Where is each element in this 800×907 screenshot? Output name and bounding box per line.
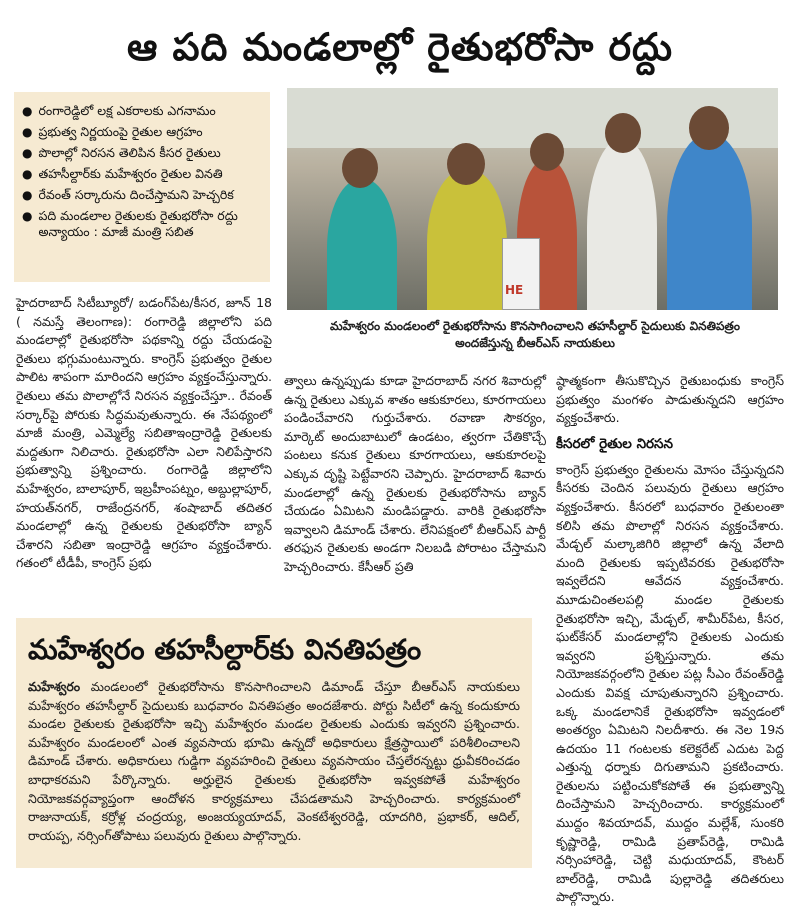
article-column-1: హైదరాబాద్ సిటీబ్యూరో/ బడంగ్‌పేట/కీసర, జూన్ 18 ( నమస్తే తెలంగాణ): రంగారెడ్డి జిల్లాలోని పది మండలాల్లో రైతుభరోసా పథకాన్ని రద్దు చేయడంపై రైతులు భగ్గుమంటున్నారు. కాంగ్రెస్ ప్రభుత్వం రైతుల పాలిట శాపంగా మారిందని ఆగ్రహం వ్యక్తంచేస్తున్నారు. రైతులు తమ పొలాల్లోనే నిరసన వ్యక్తంచేస్తూ.. రేవంత్ సర్కార్‌పై పోరుకు సిద్ధమవుతున్నారు. ఈ నేపథ్యంలో మాజీ మంత్రి, ఎమ్మెల్యే సబితాఇంద్రారెడ్డి రైతులకు మద్దతుగా నిలిచారు. రైతుభరోసా ఎలా నిలిపేస్తారని ప్రభుత్వాన్ని ప్రశ్నించారు. రంగారెడ్డి జిల్లాలోని మహేశ్వరం, బాలాపూర్, ఇబ్రహీంపట్నం, అబ్దుల్లాపూర్, హయత్‌నగర్, రాజేంద్రనగర్, శంషాబాద్ తదితర మండలాల్లో ఉన్న రైతులకు రైతుభరోసా బ్యాన్ చేశారని సబితా ఇంద్రారెడ్డి ఆగ్రహం వ్యక్తంచేశారు. గతంలో టీడీపీ, కాంగ్రెస్ ప్రభు [16,295,272,571]
bullet-icon: ● [22,146,33,160]
sidebar-story-title: మహేశ్వరం తహసీల్దార్‌కు వినతిపత్రం [28,633,422,666]
article-column-3 [556,372,784,907]
highlight-item: ● పది మండలాల రైతులకు రైతుభరోసా రద్దు అన్యాయం : మాజీ మంత్రి సబిత [22,208,238,239]
sidebar-story-text [28,678,520,845]
bullet-icon: ● [22,188,33,202]
article-column-2: త్వాలు ఉన్నప్పుడు కూడా హైదరాబాద్ నగర శివారుల్లో ఉన్న రైతులు ఎక్కువ శాతం ఆకుకూరలు, కూరగాయలు పండించేవారని గుర్తుచేశారు. రవాణా సౌకర్యం, మార్కెట్ అందుబాటులో ఉండటం, త్వరగా చేతికొచ్చే పంటలు కనుక రైతులు కూరగాయలు, ఆకుకూరలపై ఎక్కువ దృష్టి పెట్టేవారని చెప్పారు. హైదరాబాద్ శివారు మండలాల్లో ఉన్న రైతులకు రైతుభరోసాను బ్యాన్ చేయడం ఏమిటని మండిపడ్డారు. వారికి రైతుభరోసా ఇవ్వాలని డిమాండ్ చేశారు. లేనిపక్షంలో బీఆర్‌ఎస్ పార్టీ తరఫున రైతులకు అండగా నిలబడి పోరాటం చేస్తామని హెచ్చరించారు. కేసీఆర్ ప్రతి [284,373,546,574]
highlight-item: ● తహసీల్దార్‌కు మహేశ్వరం రైతుల వినతి [22,166,223,181]
highlight-item: ● రంగారెడ్డిలో లక్ష ఎకరాలకు ఎగనామం [22,103,216,118]
column-3-body: కాంగ్రెస్ ప్రభుత్వం రైతులను మోసం చేస్తున్నదని కీసరకు చెందిన పలువురు రైతులు ఆగ్రహం వ్యక్తంచేశారు. కీసరలో బుధవారం రైతులంతా కలిసి తమ పొలాల్లో నిరసన వ్యక్తంచేశారు. మేడ్చల్ మల్కాజిగిరి జిల్లాలో ఉన్న వేలాది మంది రైతులకు ఇప్పటివరకు రైతుభరోసా ఇవ్వలేదని ఆవేదన వ్యక్తంచేశారు. మూడుచింతలపల్లి మండల రైతులకు రైతుభరోసా ఇచ్చి, మేడ్చల్, శామీర్‌పేట, కీసర, ఘట్‌కేసర్ మండలాల్లోని రైతులకు ఎందుకు ఇవ్వరని ప్రశ్నిస్తున్నారు. తమ నియోజకవర్గంలోని రైతుల పట్ల సీఎం రేవంత్‌రెడ్డి ఎందుకు వివక్ష చూపుతున్నారని ప్రశ్నించారు. ఒక్క మండలానికే రైతుభరోసా ఇవ్వడంలో అంతర్యం ఏమిటని నిలదీశారు. ఈ నెల 19న ఉదయం 11 గంటలకు కలెక్టరేట్ ఎదుట పెద్ద ఎత్తున్న ధర్నాకు దిగుతామని ప్రకటించారు. రైతులను పట్టించుకోకపోతే ఈ ప్రభుత్వాన్ని దించేస్తామని హెచ్చరించారు. కార్యక్రమంలో ముద్దం శివయాదవ్, ముద్దం మల్లేశ్, సుంకరి కృష్ణారెడ్డి, రామిడి ప్రతాప్‌రెడ్డి, రామిడి నర్సింహారెడ్డి, చెట్టి మధుయాదవ్, కౌంటర్ బాల్‌రెడ్డి, రామిడి పుల్లారెడ్డి తదితరులు పాల్గొన్నారు. [556,461,784,905]
bullet-icon: ● [22,125,33,139]
column-3-intro: ష్ఠాత్మకంగా తీసుకొచ్చిన రైతుబంధుకు కాంగ్రెస్ ప్రభుత్వం మంగళం పాడుతున్నదని ఆగ్రహం వ్యక్తంచేశారు. [556,373,784,426]
headline: ఆ పది మండలాల్లో రైతుభరోసా రద్దు [126,25,674,69]
bullet-icon: ● [22,209,33,223]
highlight-item: ● ప్రభుత్వ నిర్ణయంపై రైతుల ఆగ్రహం [22,124,203,139]
sidebar-story-body: మండలంలో రైతుభరోసాను కొనసాగించాలని డిమాండ్ చేస్తూ బీఆర్‌ఎస్ నాయకులు మహేశ్వరం తహసీల్దార్ సైదులుకు బుధవారం వినతిపత్రం అందజేశారు. పోర్టు సిటీలో ఉన్న కందుకూరు మండల రైతులకు రైతుభరోసా ఇచ్చి మహేశ్వరం మండల రైతులకు ఎందుకు ఇవ్వరని ప్రశ్నించారు. మహేశ్వరం మండలంలో ఎంత వ్యవసాయ భూమి ఉన్నదో అధికారులు క్షేత్రస్థాయిలో పరిశీలించాలని డిమాండ్ చేశారు. అధికారులు గుడ్డిగా వ్యవహరించి రైతులు వ్యవసాయం చేస్తలేరన్నట్టు ధ్రువీకరించడం బాధాకరమని పేర్కొన్నారు. అర్హులైన రైతులకు రైతుభరోసా ఇవ్వకపోతే మహేశ్వరం నియోజకవర్గవ్యాప్తంగా ఆందోళన కార్యక్రమాలు చేపడతామని హెచ్చరించారు. కార్యక్రమంలో రాజునాయక్, కర్రోళ్ల చంద్రయ్య, అంజయ్యయాదవ్, వెంకటేశ్వరరెడ్డి, యాదగిరి, ప్రభాకర్, ఆదిల్, రాయప్ప, నర్సింగ్‌తోపాటు పలువురు రైతులు పాల్గొన్నారు. [28,679,520,843]
banner-text: HE [505,283,524,297]
highlight-item: ● రేవంత్ సర్కారును దించేస్తామని హెచ్చరిక [22,187,234,202]
bullet-icon: ● [22,104,33,118]
photo-caption: మహేశ్వరం మండలంలో రైతుభరోసాను కొనసాగించాలని తహసీల్దార్ సైదులుకు వినతిపత్రం అందజేస్తున్న బీఆర్‌ఎస్ నాయకులు [330,319,740,350]
news-photo [287,88,778,310]
dateline-lead: మహేశ్వరం [28,679,81,694]
highlights-box [14,92,270,282]
bullet-icon: ● [22,167,33,181]
subheading: కీసరలో రైతుల నిరసన [556,435,674,452]
highlight-item: ● పొలాల్లో నిరసన తెలిపిన కీసర రైతులు [22,145,221,160]
sidebar-story-box [16,618,532,868]
